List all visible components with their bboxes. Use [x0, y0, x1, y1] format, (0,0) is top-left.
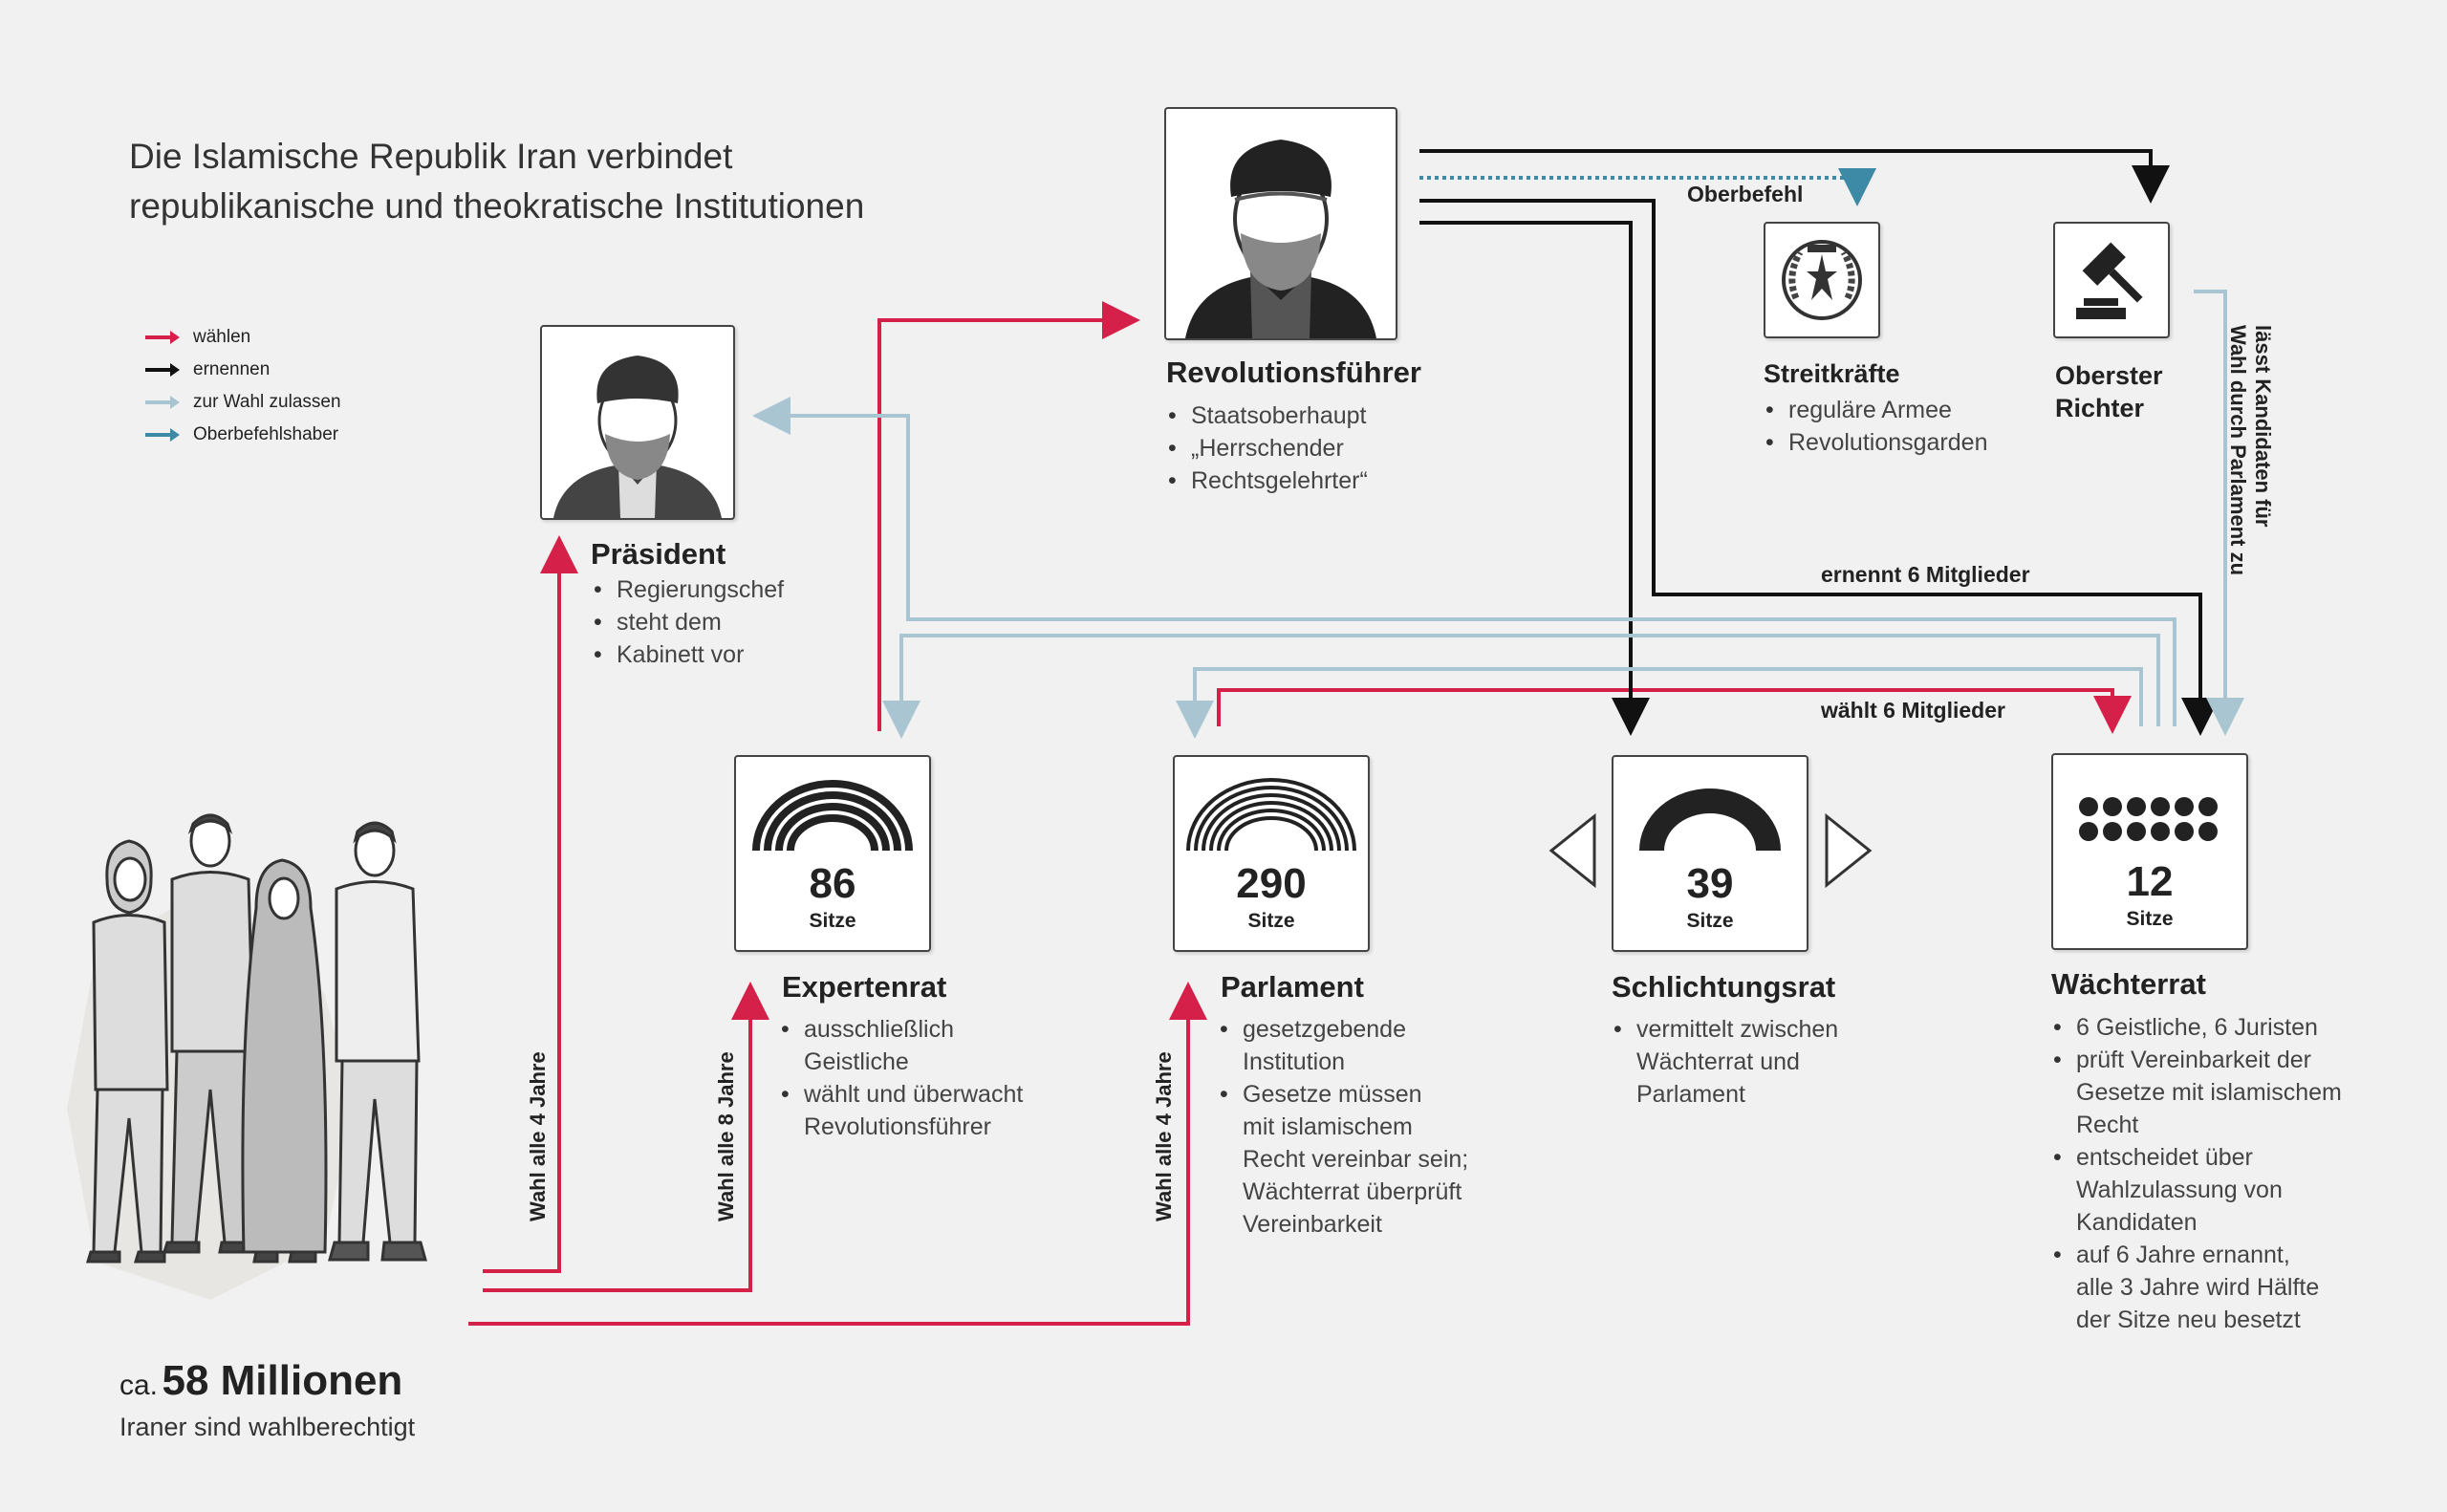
label-laesst [2226, 325, 2294, 631]
parlament-seats-box [1173, 755, 1370, 952]
legend-item-ernennen [143, 354, 341, 386]
voters-count [119, 1357, 402, 1405]
bullet: • „Herrschender [1164, 432, 1368, 464]
legend-label: ernennen [193, 359, 271, 379]
army-emblem-icon [1765, 224, 1878, 336]
parlament-seat-label: Sitze [1247, 910, 1295, 932]
voters-sub: Iraner sind wahlberechtigt [119, 1413, 416, 1441]
schlichtungsrat-seats-box [1612, 755, 1808, 952]
expertenrat-bullets [777, 1013, 1023, 1143]
bullet-continuation: mit islamischem [1243, 1113, 1413, 1140]
gavel-icon [2055, 224, 2168, 336]
schlichtungsrat-seat-count: 39 [1686, 860, 1734, 907]
praesident-portrait [540, 325, 735, 520]
legend-label: Oberbefehlshaber [193, 424, 339, 444]
waechterrat-seat-label: Sitze [2126, 908, 2174, 930]
bullet-continuation: Wahlzulassung von [2076, 1177, 2283, 1203]
label-wahl-parlament: Wahl alle 4 Jahre [1152, 1051, 1176, 1221]
legend-label: zur Wahl zulassen [193, 392, 341, 412]
bullet-continuation: Kandidaten [2076, 1209, 2198, 1236]
bullet-continuation: Gesetze mit islamischem [2076, 1079, 2342, 1106]
bullet: • Regierungschef [590, 573, 784, 606]
bullet: • ausschließlich [777, 1013, 1023, 1046]
legend-label: wählen [193, 327, 251, 347]
parlament-seat-count: 290 [1236, 860, 1307, 907]
title-line-1: Die Islamische Republik Iran verbindet [129, 137, 733, 176]
bullet: • 6 Geistliche, 6 Juristen [2049, 1011, 2342, 1044]
praesident-name: Präsident [591, 537, 726, 571]
bullet-continuation: Vereinbarkeit [1243, 1211, 1382, 1238]
praesident-bullets [590, 573, 784, 671]
oberster-richter-name [2055, 359, 2163, 424]
oberster-richter-emblem [2053, 222, 2170, 338]
legend [143, 321, 341, 451]
bullet: • Gesetze müssen [1216, 1078, 1468, 1111]
voters-illustration [38, 803, 507, 1357]
title-line-2: republikanische und theokratische Institutionen [129, 186, 865, 226]
label-laesst-line1: lässt Kandidaten für [2251, 325, 2275, 528]
revolutionsfuehrer-portrait [1164, 107, 1397, 340]
parlament-bullets [1216, 1013, 1468, 1241]
voters-count-value: 58 Millionen [162, 1357, 403, 1404]
bullet: • reguläre Armee [1762, 394, 1987, 426]
bullet: • Revolutionsgarden [1762, 426, 1987, 459]
oberster-richter-line2: Richter [2055, 394, 2145, 422]
expertenrat-name: Expertenrat [782, 970, 947, 1004]
left-triangle-icon [1547, 812, 1599, 889]
legend-item-oberbefehlshaber [143, 419, 341, 451]
bullet: • prüft Vereinbarkeit der [2049, 1044, 2342, 1076]
edge-vote-expertenrat [483, 989, 750, 1290]
bullet-continuation: • Kabinett vor [590, 638, 784, 671]
right-triangle-icon [1822, 812, 1874, 889]
legend-item-waehlen [143, 321, 341, 354]
bullet: • entscheidet über [2049, 1141, 2342, 1174]
bullet: • gesetzgebende [1216, 1013, 1468, 1046]
bullet-continuation: Geistliche [804, 1048, 909, 1075]
red-arrow-icon [143, 324, 182, 351]
waechterrat-name: Wächterrat [2051, 967, 2206, 1001]
waechterrat-seats-box [2051, 753, 2248, 950]
bullet-continuation: Recht vereinbar sein; [1243, 1146, 1469, 1173]
black-arrow-icon [143, 356, 182, 383]
bullet-continuation: Parlament [1636, 1081, 1745, 1108]
bullet-continuation: Wächterrat und [1636, 1048, 1800, 1075]
bullet-continuation: der Sitze neu besetzt [2076, 1307, 2301, 1333]
bullet-continuation: Institution [1243, 1048, 1346, 1075]
oberster-richter-line1: Oberster [2055, 361, 2163, 390]
label-waehlt: wählt 6 Mitglieder [1821, 698, 2005, 723]
schlichtungsrat-bullets [1610, 1013, 1838, 1111]
edge-rf-schlichtungsrat [1419, 223, 1631, 728]
label-laesst-line2: Wahl durch Parlament zu [2226, 325, 2250, 576]
bullet-continuation: alle 3 Jahre wird Hälfte [2076, 1274, 2320, 1301]
label-wahl-experten: Wahl alle 8 Jahre [714, 1051, 738, 1221]
bullet: • auf 6 Jahre ernannt, [2049, 1239, 2342, 1271]
waechterrat-seat-count: 12 [2126, 858, 2174, 905]
bullet: • wählt und überwacht [777, 1078, 1023, 1111]
label-wahl-praesident: Wahl alle 4 Jahre [526, 1051, 550, 1221]
streitkraefte-bullets [1762, 394, 1987, 459]
bullet: • vermittelt zwischen [1610, 1013, 1838, 1046]
lightblue-arrow-icon [143, 389, 182, 416]
blue-arrow-icon [143, 421, 182, 448]
edge-richter-waechter [2194, 292, 2225, 728]
president-portrait-icon [542, 327, 733, 518]
bullet: • steht dem [590, 606, 784, 638]
cleric-portrait-icon [1166, 109, 1396, 338]
label-oberbefehl: Oberbefehl [1687, 182, 1804, 206]
legend-item-zulassen [143, 386, 341, 419]
label-ernennt: ernennt 6 Mitglieder [1821, 562, 2030, 587]
schlichtungsrat-seat-label: Sitze [1686, 910, 1734, 932]
bullet-continuation: Wächterrat überprüft [1243, 1178, 1462, 1205]
revolutionsfuehrer-name: Revolutionsführer [1166, 356, 1421, 389]
parlament-name: Parlament [1221, 970, 1364, 1004]
bullet-continuation: Revolutionsführer [804, 1113, 991, 1140]
bullet: • Staatsoberhaupt [1164, 400, 1368, 432]
streitkraefte-name: Streitkräfte [1764, 359, 1900, 388]
schlichtungsrat-name: Schlichtungsrat [1612, 970, 1836, 1004]
expertenrat-seat-count: 86 [809, 860, 856, 907]
voters-prefix: ca. [119, 1370, 159, 1401]
streitkraefte-emblem [1764, 222, 1880, 338]
bullet-continuation: • Rechtsgelehrter“ [1164, 464, 1368, 497]
revolutionsfuehrer-bullets [1164, 400, 1368, 497]
edge-experten-rf [879, 320, 1133, 731]
waechterrat-bullets [2049, 1011, 2342, 1336]
bullet-continuation: Recht [2076, 1112, 2139, 1138]
expertenrat-seat-label: Sitze [809, 910, 856, 932]
diagram-title [129, 132, 864, 231]
expertenrat-seats-box [734, 755, 931, 952]
